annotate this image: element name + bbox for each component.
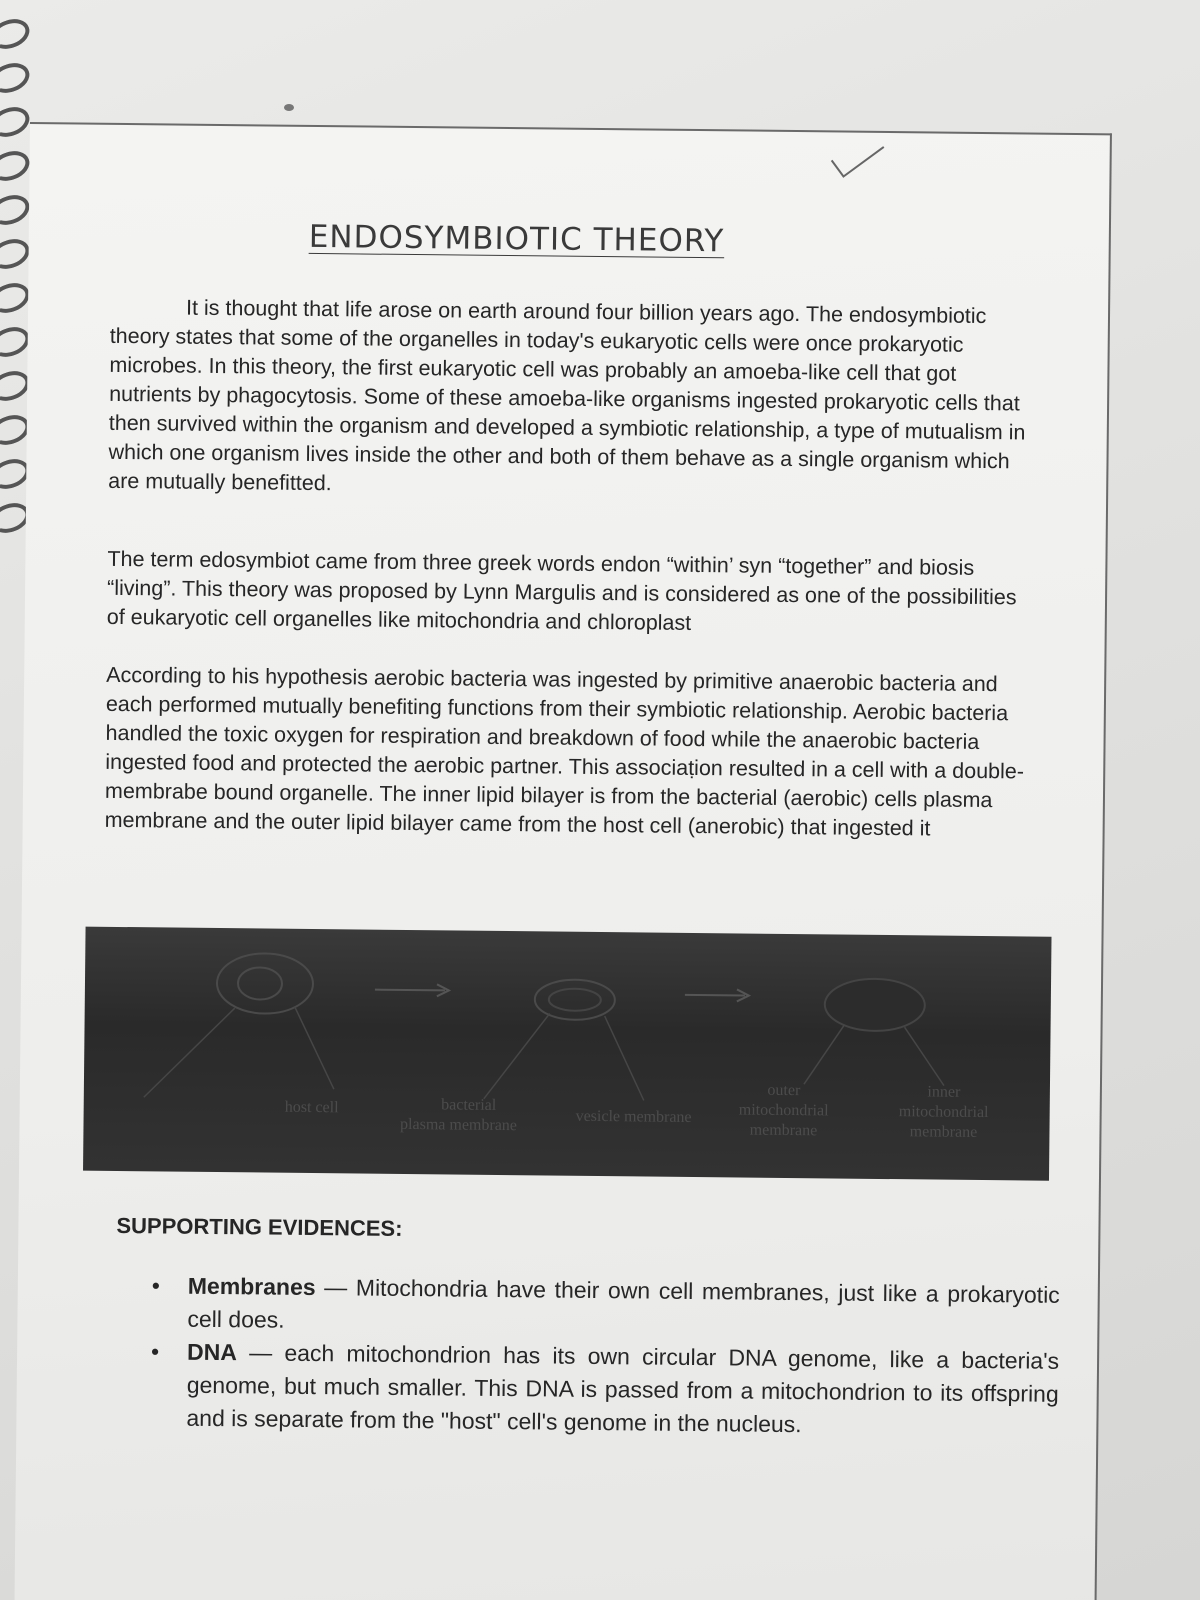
evidence-text: — each mitochondrion has its own circular DNA genome, like a bacteria's genome, but much smaller. This DNA is passed from a mitochondrion to its offspring and is separate from the "host" cell's genome in the nucleus.	[186, 1339, 1060, 1438]
spiral-ring	[0, 14, 34, 54]
punch-hole-mark	[284, 104, 294, 111]
label-line	[144, 1007, 235, 1098]
mitochondrion-shape	[825, 978, 926, 1031]
evidence-term: Membranes	[187, 1272, 316, 1301]
label-plasma-membrane: plasma membrane	[400, 1115, 518, 1135]
label-inner-membrane: membrane	[909, 1123, 978, 1141]
document-title: ENDOSYMBIOTIC THEORY	[308, 218, 725, 260]
spiral-ring	[0, 58, 34, 98]
evidence-heading: SUPPORTING EVIDENCES:	[116, 1212, 403, 1241]
spiral-ring	[0, 102, 34, 142]
host-cell-shape	[217, 953, 314, 1014]
paragraph-intro: It is thought that life arose on earth around four billion years ago. The endosymbiotic theory states that some of the organelles in today's eukaryotic cells were once prokaryotic microbes. In this theory, the first eukaryotic cell was probably an amoeba-like cell that got nutrients by phagocytosis. Some of these amoeba-like organisms ingested prokaryotic cells that then survived within the organism and developed a symbiotic relationship, a type of mutualism in which one organism lives inside the other and both of them behave as a single organism which are mutually benefitted.	[108, 295, 1026, 496]
label-outer-mitochondrial: mitochondrial	[738, 1101, 829, 1120]
label-line	[804, 1024, 845, 1084]
label-host-cell: host cell	[284, 1098, 339, 1117]
label-line	[484, 1013, 550, 1100]
label-inner: inner	[927, 1083, 961, 1101]
paragraph-hypothesis: According to his hypothesis aerobic bacteria was ingested by primitive anaerobic bacteria and each performed mutually benefiting functions from their symbiotic relationship. Aerobic bacteria handled the toxic oxygen for respiration and breakdown of food while the anaerobic bacteria ingested food and protected the aerobic partner. This associaṭion resulted in a cell with a double-membrabe bound organelle. The inner lipid bilayer is from the bacterial (aerobic) cells plasma membrane and the outer lipid bilayer came from the host cell (anerobic) that ingested it	[104, 662, 1025, 841]
label-line	[604, 1016, 645, 1100]
bullet-icon: •	[151, 1272, 161, 1299]
label-bacterial: bacterial	[441, 1096, 497, 1114]
evidence-item-membranes	[151, 1270, 1060, 1345]
evidence-item-dna	[150, 1336, 1060, 1444]
evidence-text: — Mitochondria have their own cell membranes, just like a prokaryotic cell does.	[187, 1274, 1060, 1333]
label-vesicle-membrane: vesicle membrane	[575, 1107, 692, 1126]
arrow-line	[375, 990, 445, 991]
label-outer-membrane: membrane	[749, 1121, 818, 1140]
label-line	[904, 1027, 945, 1085]
paragraph-etymology: The term edosymbiot came from three greek words endon “within’ syn “together” and biosis “living”. This theory was proposed by Lynn Margulis and is considered as one of the possibilities of eukaryotic cell organelles like mitochondria and chloroplast	[106, 546, 1017, 635]
bacterium-inner-shape	[549, 988, 601, 1011]
arrow-line	[685, 995, 745, 996]
label-inner-mitochondrial: mitochondrial	[898, 1103, 989, 1122]
diagram-drawing	[83, 927, 1052, 1181]
label-outer: outer	[767, 1081, 801, 1100]
teacher-checkmark	[827, 142, 887, 183]
bullet-icon: •	[150, 1338, 160, 1365]
evidence-term: DNA	[186, 1338, 238, 1366]
nucleus-shape	[238, 967, 282, 999]
endosymbiosis-diagram	[83, 927, 1052, 1181]
evidence-list	[150, 1270, 1060, 1444]
document-sheet	[14, 122, 1112, 1600]
label-line	[294, 1007, 335, 1089]
engulfed-bacterium-shape	[535, 979, 615, 1020]
